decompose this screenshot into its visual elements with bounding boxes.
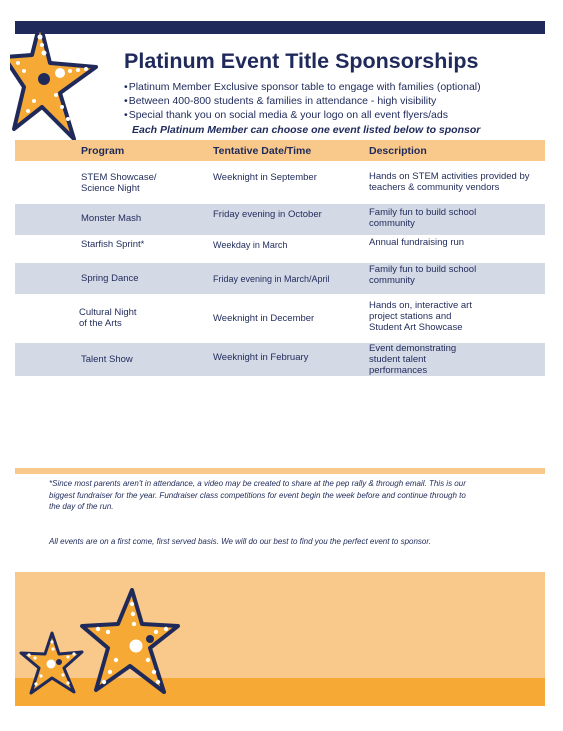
- description-cell: Hands on, interactive art project stations and Student Art Showcase: [369, 300, 472, 333]
- table-row: [15, 161, 545, 204]
- page-title: Platinum Event Title Sponsorships: [124, 49, 479, 73]
- column-header-program: Program: [81, 145, 125, 157]
- starfish-icon: [10, 15, 120, 150]
- date-cell: Weeknight in September: [213, 172, 317, 183]
- date-cell: Friday evening in October: [213, 209, 322, 220]
- benefit-item: • Platinum Member Exclusive sponsor table to engage with families (optional): [124, 80, 481, 94]
- program-cell: Monster Mash: [81, 213, 142, 224]
- description-cell: Family fun to build school community: [369, 264, 477, 286]
- starfish-icon: [78, 586, 182, 698]
- table-row: [15, 294, 545, 343]
- table-row: [15, 204, 545, 235]
- footnote: *Since most parents aren't in attendance, a video may be created to share at the pep rally & through email. This is our biggest fundraiser for the year. Fundraiser class competitions for event begin the week before and continue through to the day of the run.: [49, 479, 466, 511]
- program-cell: Cultural Night of the Arts: [79, 307, 137, 329]
- date-cell: Weekday in March: [213, 240, 288, 250]
- program-cell: Talent Show: [81, 354, 133, 365]
- column-header-description: Description: [369, 145, 427, 157]
- description-cell: Annual fundraising run: [369, 237, 465, 248]
- program-cell: Starfish Sprint*: [81, 239, 145, 250]
- benefit-item: • Special thank you on social media & your logo on all event flyers/ads: [124, 108, 481, 122]
- selection-note: Each Platinum Member can choose one event listed below to sponsor: [132, 124, 481, 136]
- table-row: [15, 263, 545, 294]
- table-row: [15, 343, 545, 376]
- date-cell: Weeknight in February: [213, 352, 309, 363]
- description-cell: Hands on STEM activities provided by teachers & community vendors: [369, 171, 530, 193]
- table-header: [15, 140, 545, 161]
- description-cell: Family fun to build school community: [369, 207, 477, 229]
- column-header-date: Tentative Date/Time: [213, 145, 312, 157]
- table-row: [15, 235, 545, 263]
- description-cell: Event demonstrating student talent performances: [369, 343, 457, 376]
- benefits-list: [124, 80, 481, 122]
- program-cell: Spring Dance: [81, 273, 139, 284]
- program-cell: STEM Showcase/ Science Night: [81, 172, 157, 194]
- events-table: [15, 140, 545, 376]
- first-come-note: All events are on a first come, first served basis. We will do our best to find you the perfect event to sponsor.: [49, 537, 431, 546]
- starfish-icon: [18, 630, 86, 700]
- divider: [15, 468, 545, 474]
- benefit-item: • Between 400-800 students & families in attendance - high visibility: [124, 94, 481, 108]
- date-cell: Weeknight in December: [213, 313, 315, 324]
- date-cell: Friday evening in March/April: [213, 274, 330, 284]
